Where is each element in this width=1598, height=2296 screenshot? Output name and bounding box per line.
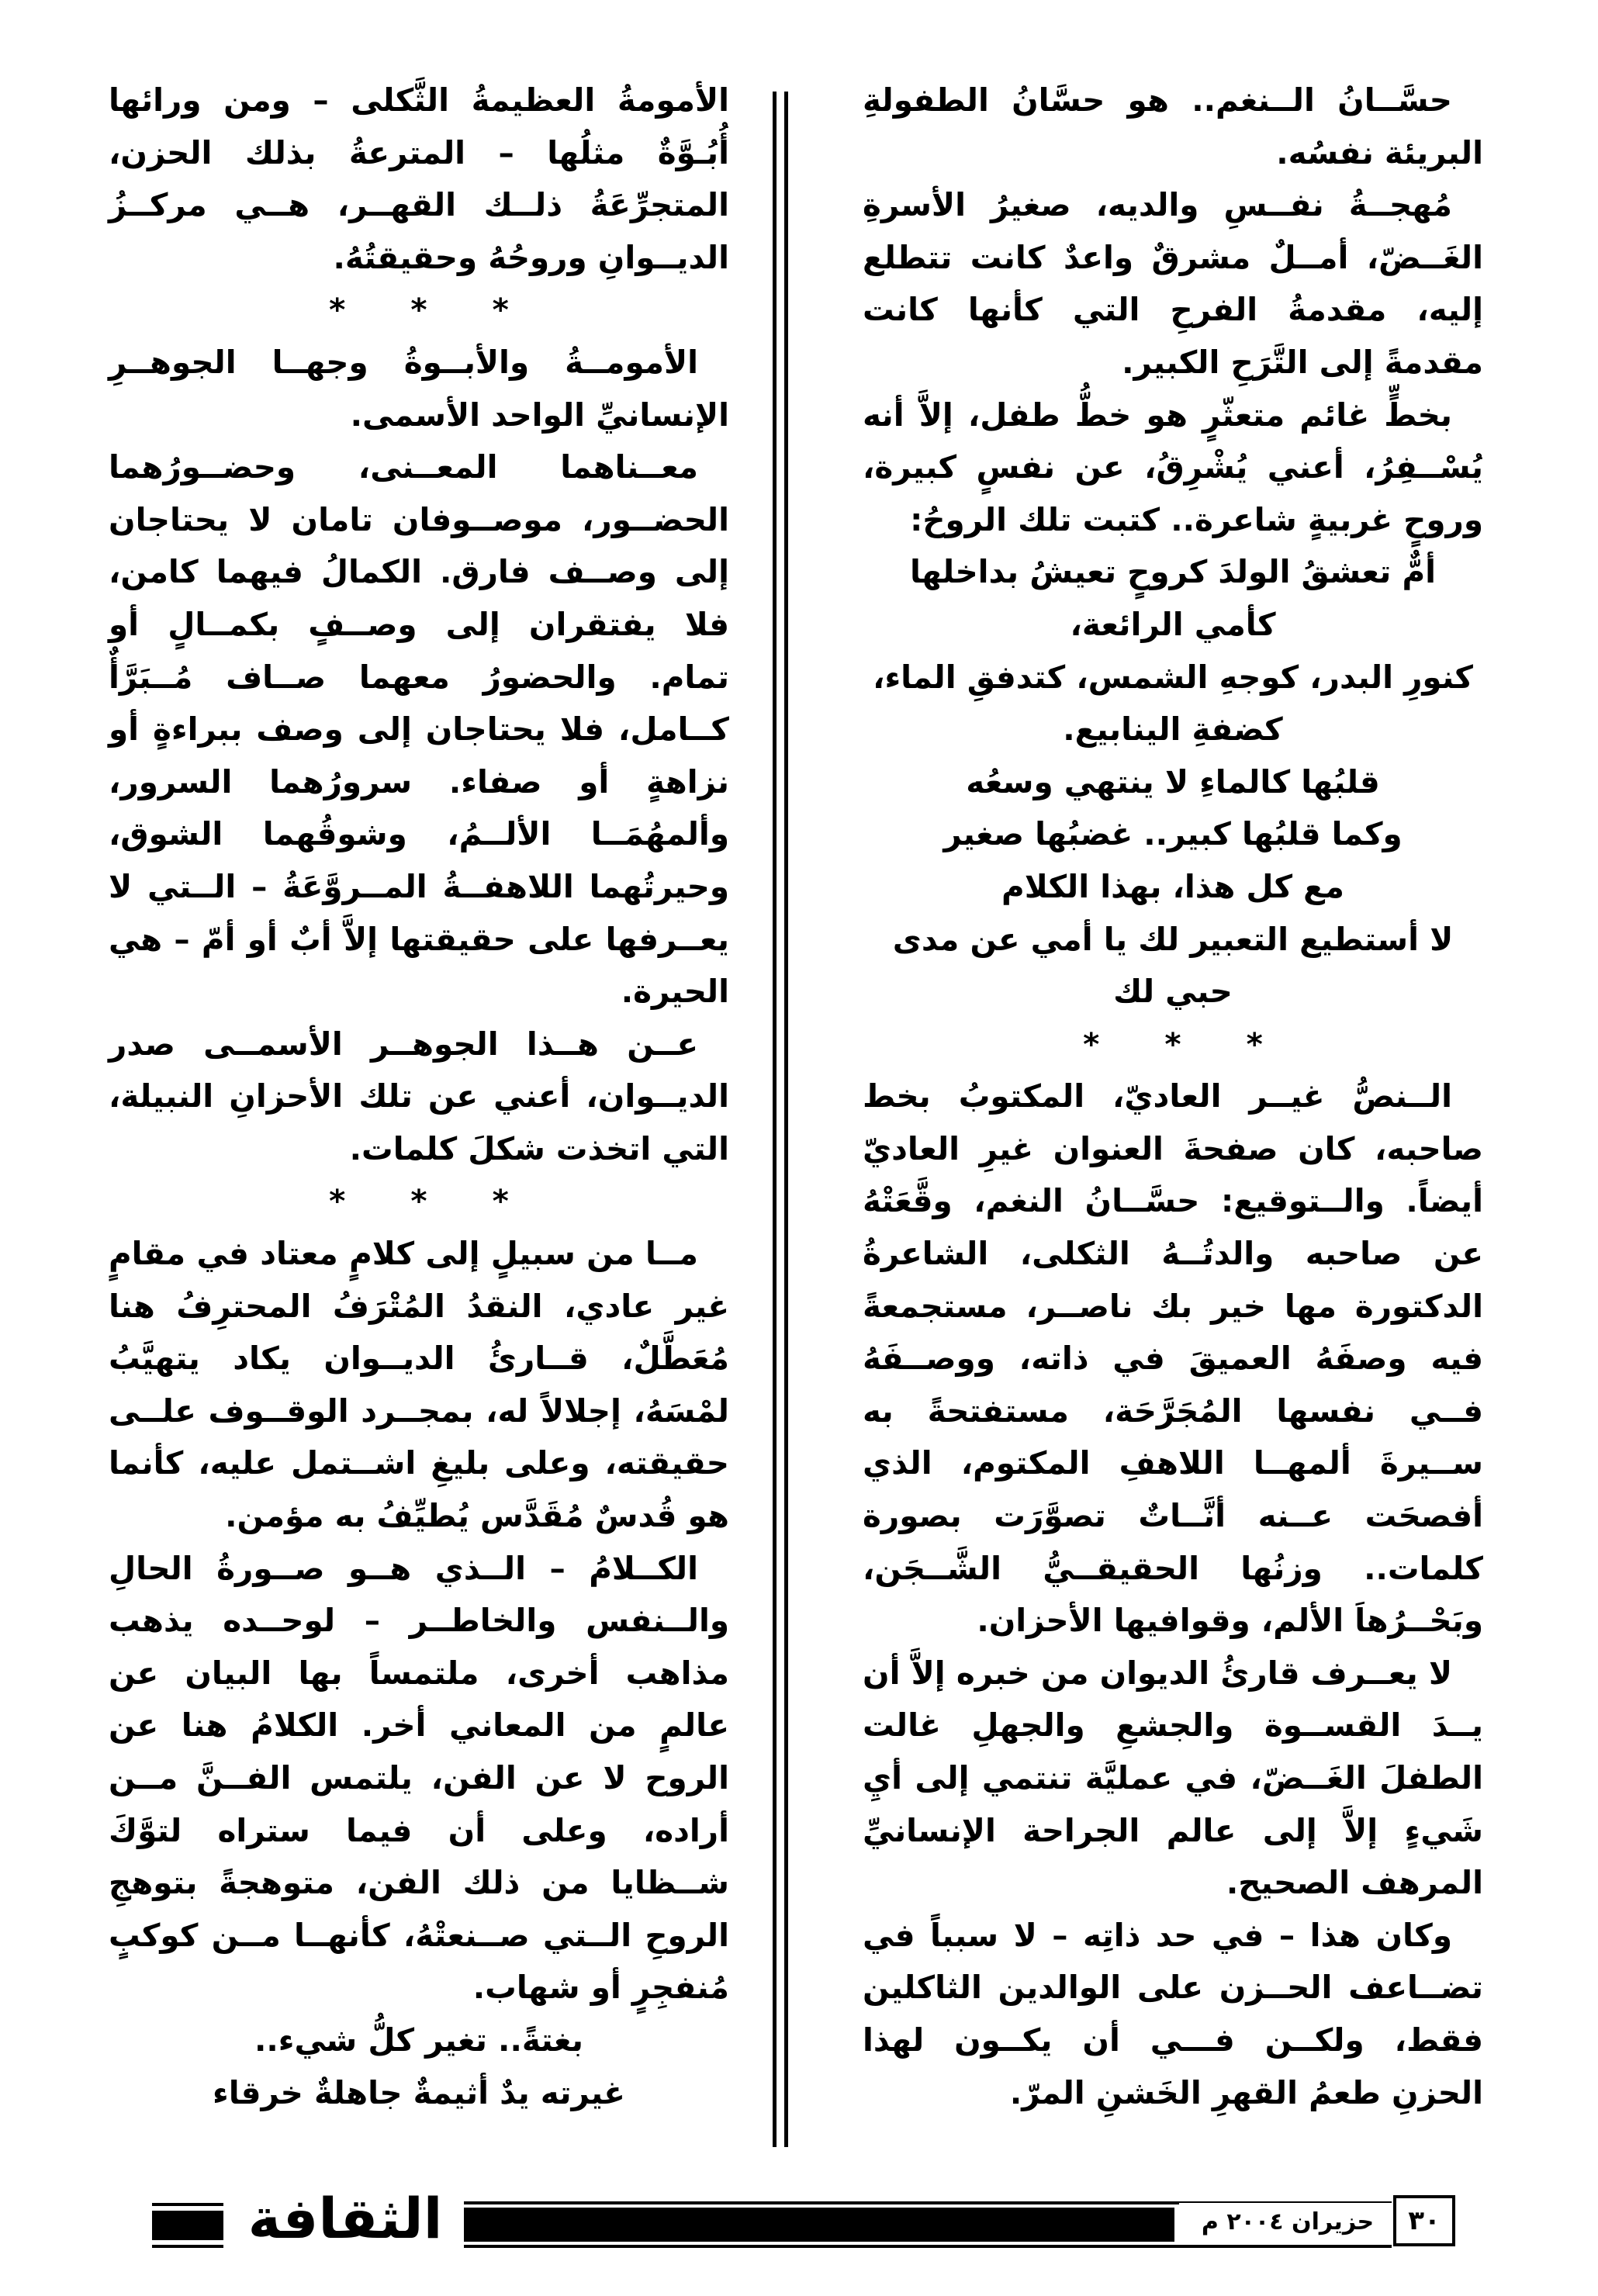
paragraph: الــنصُّ غيــر العاديّ، المكتوبُ بخط صاحبه، كان صفحةَ العنوان غيرِ العاديّ أيضاً. والــتوقيع: حسَّــانُ النغم، وقَّعَتْهُ عن صاحبه والدتُــهُ الثكلى، الشاعرةُ الدكتورة مها خير بك ناصــر، مستجمعةً فيه وصفَهُ العميقَ في ذاته، ووصــفَهُ فــي نفسها المُجَرَّحَة، مستفتحةً به ســيرةَ ألمهــا اللاهفِ المكتوم، الذي أفصحَت عــنه أنَّــاتٌ تصوَّرَت بصورة كلمات.. وزنُها الحقيقــيُّ الشَّــجَن، وبَحْــرُهاَ الألم، وقوافيها الأحزان. <box>863 1077 1483 1640</box>
right-column <box>863 74 1483 2119</box>
paragraph: الأمومــةُ والأبــوةُ وجهــا الجوهــرِ الإنسانيِّ الواحد الأسمى. <box>109 343 729 434</box>
poem-line: مع كل هذا، بهذا الكلام <box>1001 867 1344 905</box>
poem-line: وكما قلبُها كبير.. غضبُها صغير <box>943 815 1403 853</box>
poem-line: كأمي الرائعة، <box>1070 605 1276 643</box>
magazine-logo: الثقافة <box>247 2186 443 2251</box>
section-separator: * * * <box>329 1182 509 1220</box>
paragraph: وكان هذا – في حد ذاتِه – لا سبباً في تضــاعف الحــزن على الوالدين الثاكلين فقط، ولكــن فـــي أن يكــون لهذا الحزنِ طعمُ القهرِ الخَشنِ المرّ. <box>863 1916 1483 2111</box>
page-number: ٣٠ <box>1393 2195 1455 2246</box>
paragraph: مُهجــةُ نفــسِ والديه، صغيرُ الأسرةِ الغَــضّ، أمــلٌ مشرقٌ واعدٌ كانت تتطلع إليه، مقدمةُ الفرحِ التي كأنها كانت مقدمةً إلى التَّرَحِ الكبير. <box>863 186 1483 381</box>
paragraph: الأمومةُ العظيمةُ الثَّكلى – ومن ورائها أُبُـوَّةٌ مثلُها – المترعةُ بذلك الحزن، المتجرِّعَةُ ذلــك القهــر، هــي مركــزُ الديــوانِ وروحُهُ وحقيقتُهُ. <box>109 81 729 276</box>
poem-line: غيرته يدٌ أثيمةٌ جاهلةٌ خرقاء <box>213 2073 625 2111</box>
paragraph: لا يعــرف قارئُ الديوان من خبره إلاَّ أن يــدَ القســوة والجشعِ والجهلِ غالت الطفلَ الغَــضّ، في عمليَّة تنتمي إلى أيِ شَيءٍ إلاَّ إلى عالم الجراحة الإنسانيِّ المرهف الصحيح. <box>863 1654 1483 1902</box>
paragraph: معــناهما المعــنى، وحضــورُهما الحضــور، موصــوفان تامان لا يحتاجان إلى وصــف فارق. الكمالُ فيهما كامن، فلا يفتقران إلى وصــفٍ بكمــالٍ أو تمام. والحضورُ معهما صــاف مُــبَرَّأٌ كــامل، فلا يحتاجان إلى وصف ببراءةٍ أو نزاهةٍ أو صفاء. سرورُهما السرور، وألمهُمَــا الألــمُ، وشوقُهما الشوق، وحيرتُهما اللاهفــةُ المــروَّعَةُ – الــتي لا يعــرفها على حقيقتها إلاَّ أبٌ أو أمّ – هي الحيرة. <box>109 448 729 1011</box>
footer-bar-left-rule <box>152 2245 223 2248</box>
poem-line: لا أستطيع التعبير لك يا أمي عن مدى حبي لك <box>892 920 1454 1011</box>
poem-line: بغتةً.. تغير كلُّ شيء.. <box>254 2021 583 2059</box>
paragraph: الكــلامُ – الــذي هــو صــورةُ الحالِ والــنفس والخاطــر – لوحــده يذهب مذاهب أخرى، ملتمساً بها البيان عن عالمٍ من المعاني أخر. الكلامُ هنا عن الروح لا عن الفن، يلتمس الفــنَّ مــن أراده، وعلى أن فيما ستراه لتوَّكَ شــظايا من ذلك الفن، متوهجةً بتوهجِ الروحِ الــتي صــنعتْهُ، كأنهــا مــن كوكبٍ مُنفجِرٍ أو شهاب. <box>109 1549 729 2007</box>
issue-date: حزيران ٢٠٠٤ م <box>1179 2203 1396 2242</box>
section-separator: * * * <box>1083 1025 1263 1063</box>
footer-bar-left <box>152 2211 223 2240</box>
footer-bar-center-rule <box>464 2245 1392 2248</box>
footer-bar-left-rule <box>152 2203 223 2206</box>
paragraph: بخطٍّ غائم متعثّرٍ هو خطُّ طفل، إلاَّ أنه يُسْــفِرُ، أعني يُشْرِقُ، عن نفسٍ كبيرة، وروحٍ غربيةٍ شاعرة.. كتبت تلك الروحُ: <box>863 396 1483 538</box>
paragraph: عــن هــذا الجوهــر الأسمــى صدر الديــوان، أعني عن تلك الأحزانِ النبيلة، التي اتخذت شكلَ كلمات. <box>109 1025 729 1167</box>
poem-line: قلبُها كالماءِ لا ينتهي وسعُه <box>966 762 1380 800</box>
column-divider-line <box>773 92 777 2147</box>
section-separator: * * * <box>329 291 509 329</box>
column-divider-line <box>784 92 788 2147</box>
poem-line: أمٌّ تعشقُ الولدَ كروحٍ تعيشُ بداخلها <box>909 553 1437 591</box>
footer-bar-center <box>464 2208 1174 2242</box>
paragraph: مــا من سبيلٍ إلى كلامٍ معتاد في مقامٍ غير عادي، النقدُ المُتْرَفُ المحترِفُ هنا مُعَطَّلٌ، قــارئُ الديــوان يكاد يتهيَّبُ لمْسَهُ، إجلالاً له، بمجــرد الوقــوف علــى حقيقته، وعلى بليغِ اشــتمل عليه، كأنما هو قُدسٌ مُقَدَّس يُطيِّفُ به مؤمن. <box>109 1235 729 1535</box>
left-column <box>109 74 729 2119</box>
poem-line: كضفةِ الينابيع. <box>1063 711 1283 749</box>
paragraph: حسَّــانُ الــنغم.. هو حسَّانُ الطفولةِ البريئة نفسُه. <box>863 81 1483 171</box>
poem-line: كنورِ البدر، كوجهِ الشمس، كتدفقِ الماء، <box>873 658 1473 696</box>
